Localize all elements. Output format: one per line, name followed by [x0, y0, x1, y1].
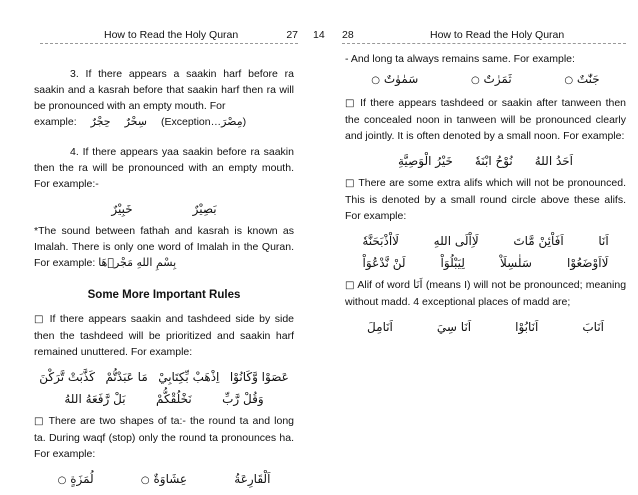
- arabic-imalah-example: بِسْمِ اللهِ مَجْرٖهَا: [98, 256, 177, 269]
- long-ta-line: - And long ta always remains same. For example:: [345, 53, 575, 65]
- left-page-body: [34, 66, 294, 495]
- left-page: [0, 0, 307, 493]
- section-heading: Some More Important Rules: [87, 289, 241, 301]
- checkbox-bullet-icon: □: [34, 314, 46, 325]
- right-header-title: How to Read the Holy Quran: [430, 29, 565, 41]
- long-ta-examples: جَنّٰتٌ ○ ثَمَرٰتٌ ○ سَمٰوٰتٌ ○: [371, 72, 600, 86]
- extra-alif-paragraph: □ There are some extra alifs which will not be pronounced. This is denoted by a small round circle above these alifs. For example:: [345, 177, 626, 222]
- circle-mark-icon: ○: [57, 475, 67, 486]
- right-page-body: [345, 51, 626, 341]
- left-page-header: [40, 27, 298, 44]
- alif-ana-paragraph: □ Alif of word اَنَا (means I) will not be pronounced; meaning without madd. 4 exceptional places of madd are;: [345, 278, 627, 308]
- exception-label: (Exception…: [160, 116, 222, 128]
- rule-4-paragraph: 4. If there appears yaa saakin before ra saakin then the ra will be pronounced with an empty mouth. For example:-: [34, 146, 294, 190]
- right-page-header: [342, 27, 626, 44]
- circle-mark-icon: ○: [470, 75, 480, 86]
- arabic-ana: اَنَا: [413, 278, 423, 291]
- checkbox-bullet-icon: □: [34, 416, 45, 427]
- left-page-number: 27: [286, 29, 298, 41]
- left-header-title: How to Read the Holy Quran: [104, 29, 239, 41]
- rule-3-examples: [34, 114, 294, 130]
- circle-mark-icon: ○: [140, 475, 150, 486]
- checkbox-bullet-icon: □: [345, 178, 356, 189]
- checkbox-bullet-icon: □: [345, 280, 355, 291]
- circle-mark-icon: ○: [564, 75, 574, 86]
- example-label: example:: [34, 116, 77, 128]
- arabic-example: بَصِيْرٌ: [192, 202, 217, 216]
- extra-alif-examples-row-1: اَنَا اَفَاْئِنْ مَّاتَ لَاِاْلَى اللهِ لَااْذْبَحَنَّهٗ: [362, 234, 609, 248]
- exception-close: ): [242, 116, 247, 128]
- rule-3-paragraph: 3. If there appears a saakin harf before ra saakin and a kasrah before that saakin harf then ra will be pronounced with an empty mouth. For: [34, 68, 294, 112]
- round-ta-paragraph: □ There are two shapes of ta:- the round ta and long ta. During waqf (stop) only the round ta pronounces ha. For example:: [34, 415, 294, 460]
- rule-saakin-tashdeed-paragraph: □ If there appears saakin and tashdeed side by side then the tashdeed will be prioritized and saakin harf remained unuttered. For example:: [34, 313, 295, 358]
- extra-alif-examples-row-2: لَااَوْضَعُوْا سَلٰسِلَاْ لِيَبْلُوَاْ لَنْ نَّدْعُوَاْ: [362, 256, 609, 270]
- arabic-example: خَبِيْرٌ: [111, 202, 133, 216]
- right-page: [318, 0, 638, 493]
- imalah-paragraph: *The sound between fathah and kasrah is known as Imalah. There is only one word of Imalah in the Quran. For example: بِسْمِ اللهِ مَجْرٖهَا: [34, 225, 294, 269]
- sheet-number: 14: [313, 29, 325, 41]
- tashdeed-examples-row-2: وَقُلْ رَّبِّ نَخْلُقْكُّمْ بَلْ رَّفَعَهُ اللهُ: [64, 392, 264, 406]
- circle-mark-icon: ○: [371, 75, 381, 86]
- tashdeed-examples-row-1: عَصَوْا وَّكَانُوْا اِذْهَبْ بِّكِتَابِيْ مَا عَبَدْتُّمْ كَذَّبَتْ تَّرَكْنَ: [39, 370, 289, 384]
- round-ta-examples: اَلْقَارِعَةُ عِشَاوَةٌ ○ لُمَزَةٍ ○: [57, 472, 271, 486]
- arabic-example: سِحْرٌ: [124, 115, 147, 128]
- madd-exception-examples: اَنَابَ اَنَابُوْا اَنَا سِيَ اَنَامِلَ: [367, 320, 604, 334]
- arabic-example: حِجْرٌ: [90, 115, 111, 128]
- rule-4-examples: [34, 201, 294, 217]
- checkbox-bullet-icon: □: [345, 98, 356, 109]
- tanween-examples: اَحَدُ اللهُ نُوْحُ ابْنَهٗ خَيْرُ الْوَصِيَّةِ: [398, 154, 574, 168]
- arabic-exception: مِصْرَ: [221, 115, 243, 128]
- tanween-paragraph: □ If there appears tashdeed or saakin after tanween then the concealed noon in tanween will be pronounced clearly and jointly. It is often denoted by a small noon. For example:: [345, 97, 627, 142]
- right-page-number: 28: [342, 29, 354, 41]
